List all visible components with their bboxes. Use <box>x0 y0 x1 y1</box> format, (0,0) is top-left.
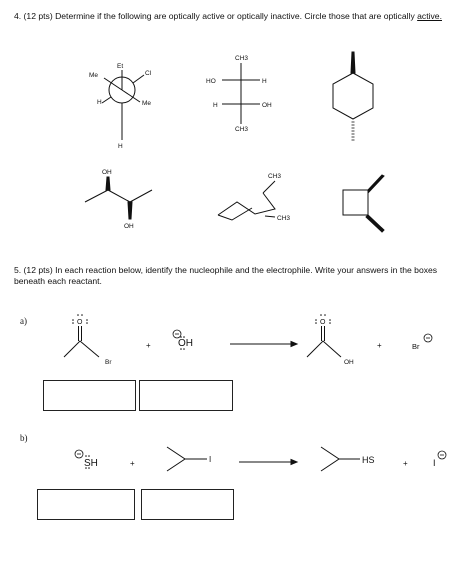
answer-box-a-2[interactable] <box>139 380 233 411</box>
label-h: H <box>118 143 123 150</box>
cyclohexane-wedge <box>333 52 373 140</box>
cyclobutane-wedge <box>343 175 384 232</box>
label-oh: OH <box>344 359 354 366</box>
label-cl: Cl <box>145 70 152 77</box>
label-me: Me <box>89 72 99 79</box>
isopropyl-iodide <box>167 447 207 471</box>
label-ch3: CH3 <box>235 126 249 133</box>
part-a-label: a) <box>20 316 27 326</box>
label-ho: HO <box>206 78 216 85</box>
reaction-arrow-a <box>230 342 297 347</box>
label-o: O <box>320 319 326 326</box>
label-oh: OH <box>262 102 272 109</box>
answer-box-b-1[interactable] <box>37 489 135 520</box>
plus-sign: + <box>377 341 382 350</box>
label-h: H <box>262 78 267 85</box>
acyl-bromide <box>64 326 99 357</box>
label-ch3: CH3 <box>268 173 282 180</box>
carboxylic-acid <box>307 326 341 357</box>
newman-projection <box>102 70 144 140</box>
label-br: Br <box>105 359 112 366</box>
label-oh: OH <box>124 223 134 230</box>
part-b-label: b) <box>20 433 28 443</box>
chair-cyclohexane <box>218 181 275 220</box>
answer-box-b-2[interactable] <box>141 489 234 520</box>
fischer-projection <box>222 63 260 124</box>
label-iodine: I <box>209 455 212 464</box>
label-hydroxide: OH <box>178 338 193 349</box>
label-et: Et <box>117 63 124 70</box>
question-4-underlined-word: active. <box>417 11 442 21</box>
label-bromide: Br <box>412 342 420 351</box>
label-hydrosulfide: SH <box>84 458 98 469</box>
isopropyl-thiol <box>321 447 360 471</box>
label-ch3: CH3 <box>235 55 249 62</box>
label-iodide: I <box>433 458 436 468</box>
label-hs: HS <box>362 455 375 465</box>
question-5-prompt: 5. (12 pts) In each reaction below, identify the nucleophile and the electrophile. Write your answers in the boxes beneath each reactant. <box>14 265 438 286</box>
plus-sign: + <box>130 459 135 468</box>
label-oh: OH <box>102 169 112 176</box>
label-ch3: CH3 <box>277 215 291 222</box>
label-h: H <box>97 99 102 106</box>
plus-sign: + <box>146 341 151 350</box>
diol-molecule <box>85 177 152 219</box>
label-h: H <box>213 102 218 109</box>
question-4-text: 4. (12 pts) Determine if the following are optically active or optically inactive. Circle those that are optically <box>14 11 418 21</box>
reaction-arrow-b <box>239 460 297 465</box>
answer-box-a-1[interactable] <box>43 380 136 411</box>
label-o: O <box>77 319 83 326</box>
plus-sign: + <box>403 459 408 468</box>
label-me: Me <box>142 100 152 107</box>
